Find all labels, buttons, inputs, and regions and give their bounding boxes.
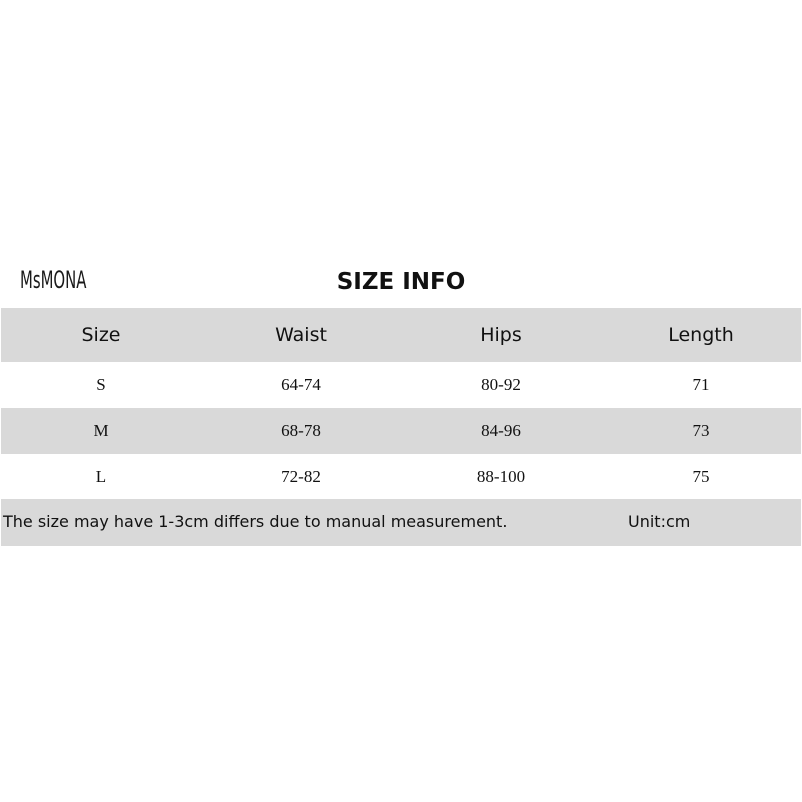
cell-hips: 88-100 bbox=[476, 467, 526, 486]
cell-size: L bbox=[95, 467, 107, 486]
cell-length: 73 bbox=[692, 421, 710, 440]
header-size: Size bbox=[81, 324, 121, 346]
cell-size: S bbox=[96, 375, 106, 394]
cell-hips: 80-92 bbox=[481, 375, 521, 394]
footer-bar bbox=[1, 499, 801, 546]
table-row bbox=[1, 454, 801, 500]
table-row bbox=[1, 362, 801, 408]
cell-hips: 84-96 bbox=[481, 421, 521, 440]
unit-label: Unit:cm bbox=[628, 512, 691, 531]
brand-logo: MsMONA bbox=[20, 266, 87, 294]
cell-length: 71 bbox=[692, 375, 710, 394]
cell-length: 75 bbox=[692, 467, 710, 486]
header-length: Length bbox=[668, 324, 734, 346]
cell-size: M bbox=[93, 421, 109, 440]
header-waist: Waist bbox=[275, 324, 327, 346]
measurement-note: The size may have 1-3cm differs due to manual measurement. bbox=[3, 512, 508, 531]
table-row bbox=[1, 408, 801, 454]
page-title: SIZE INFO bbox=[336, 269, 466, 295]
size-table bbox=[1, 308, 801, 500]
cell-waist: 72-82 bbox=[281, 467, 321, 486]
cell-waist: 68-78 bbox=[281, 421, 321, 440]
table-header-row bbox=[1, 308, 801, 362]
header-hips: Hips bbox=[480, 324, 522, 346]
cell-waist: 64-74 bbox=[281, 375, 321, 394]
